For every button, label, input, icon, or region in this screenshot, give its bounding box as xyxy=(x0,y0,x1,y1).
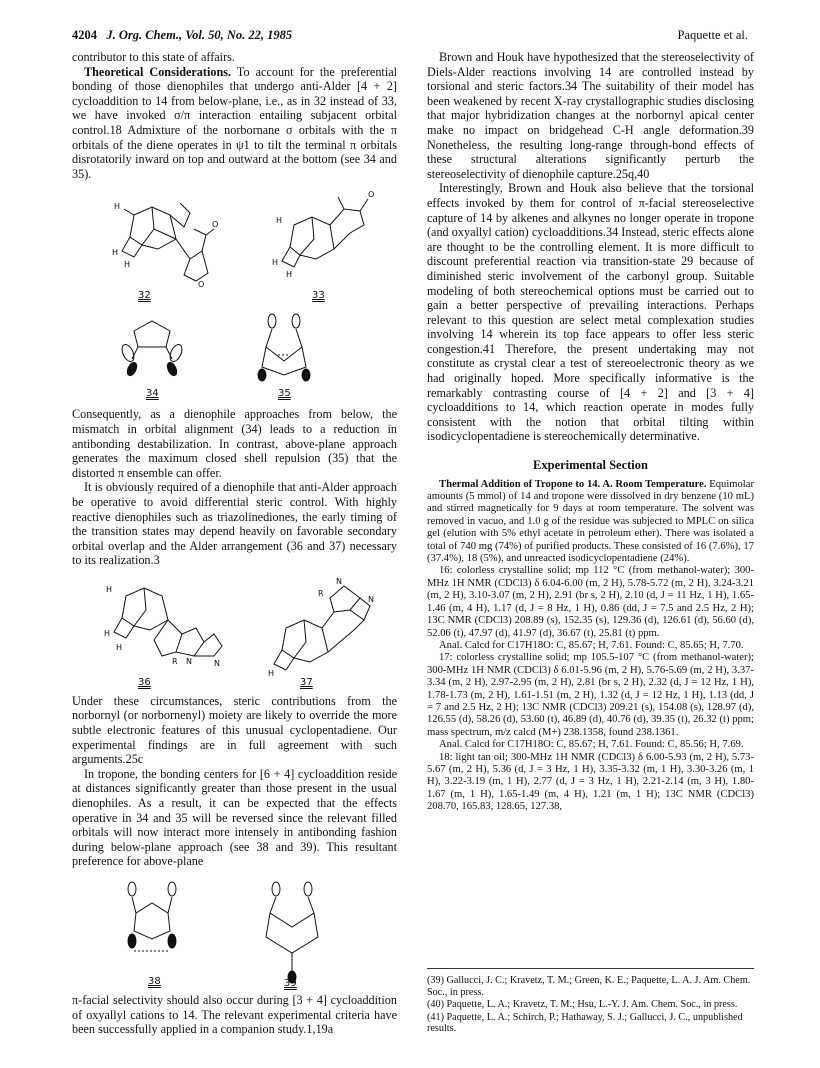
footnotes xyxy=(427,968,754,1036)
svg-text:R: R xyxy=(172,656,178,666)
figure-38-39 xyxy=(72,873,397,989)
svg-text:H: H xyxy=(112,248,119,258)
paragraph: Under these circumstances, steric contributions from the norbornyl (or norbornenyl) moiety are likely to override the more subtle electronic features of this unusual cyclopentadiene. Our experimental findings are in full agreement with such arguments.25c xyxy=(72,693,397,767)
svg-text:N: N xyxy=(186,656,192,666)
paragraph: It is obviously required of a dienophile that anti-Alder approach be operative to avoid differential steric control. With highly reactive dienophiles such as triazolinediones, the early timing of the transition states may depend heavily on favorable secondary orbital overlap and the Alder arrangement (36 and 37) necessary to its realization.3 xyxy=(72,480,397,568)
journal-citation: J. Org. Chem., Vol. 50, No. 22, 1985 xyxy=(106,28,293,42)
paragraph: contributor to this state of affairs. xyxy=(72,50,235,64)
right-column xyxy=(427,50,754,814)
paragraph-theory xyxy=(72,65,397,182)
paragraph: 17: colorless crystalline solid; mp 105.5-107 °C (from methanol-water); 300-MHz 1H NMR (CDCl3) δ 6.01-5.96 (m, 2 H), 5.76-5.69 (m, 2 H), 3.37-3.34 (m, 2 H), 2.97-2.95 (m, 2 H), 2.81 (br s, 2 H), 2.32 (d, J = 12 Hz, 1 H), 1.78-1.73 (m, 2 H), 1.61-1.51 (m, 2 H), 1.32 (d, J = 12 Hz, 1 H), 1.13 (dd, J = 7 and 2.5 Hz, 2 H); 13C NMR (CDCl3) 209.21 (s), 154.08 (s), 128.97 (d), 126.55 (d), 58.26 (d), 53.60 (t), 46.89 (d), 40.76 (d), 39.35 (t), 26.32 (t) ppm; mass spectrum, m/z calcd (M+) 238.1358, found 238.1361. xyxy=(427,652,754,738)
svg-text:H: H xyxy=(106,584,113,594)
svg-text:O: O xyxy=(368,190,375,200)
svg-text:H: H xyxy=(116,642,123,652)
paragraph-experimental xyxy=(427,479,754,566)
svg-text:N: N xyxy=(336,576,342,586)
header-left xyxy=(72,28,292,43)
svg-text:H: H xyxy=(276,216,283,226)
svg-text:O: O xyxy=(212,220,219,230)
fig-label-38: 38 xyxy=(148,976,161,987)
paragraph: Consequently, as a dienophile approaches from below, the mismatch in orbital alignment (34) leads to a reduction in antibonding destabilization. In contrast, above-plane approach generates the maximum closed shell repulsion (35) that the distorted π ensemble can offer. xyxy=(72,407,397,480)
footnote-41: (41) Paquette, L. A.; Schirch, P.; Hathaway, S. J.; Gallucci, J. C., unpublished results. xyxy=(427,1011,743,1035)
svg-text:H: H xyxy=(286,270,293,280)
fig-label-36: 36 xyxy=(138,676,151,688)
svg-text:R: R xyxy=(318,588,324,598)
structure-drawing-32-33 xyxy=(72,185,397,303)
paragraph-text: To account for the preferential bonding of those dienophiles that undergo anti-Alder [4 + 2] cycloaddition to 14 from below-plane, i.e., as in 32 instead of 33, we have invoked σ/π interaction entailing subjacent orbital control.18 Admixture of the norbornane σ orbitals with the π orbitals of the diene operates in ψ1 to tilt the terminal π orbitals disrotatorily inward on top and outward at the bottom (see 34 and 35). xyxy=(72,64,397,181)
page-header xyxy=(72,28,748,46)
svg-text:H: H xyxy=(114,202,121,212)
left-column xyxy=(72,50,397,1037)
svg-text:N: N xyxy=(214,658,220,668)
subheading-room-temperature: Thermal Addition of Tropone to 14. A. Room Temperature. xyxy=(439,478,707,490)
svg-text:H: H xyxy=(272,258,279,268)
svg-text:H: H xyxy=(268,668,275,678)
paragraph: Interestingly, Brown and Houk also believe that the torsional effects invoked by them for control of π-facial stereoselective capture of 14 by alkenes and alkynes no longer operate in tropone (and oxyallyl cation) cycloadditions.34 Instead, steric effects alone are thought to be the controlling element. It is more difficult to discount preferential reaction via transition-state 29 because of diminished steric involvement of the carbonyl group. Suitable modeling of both stereochemical options must be carried out to gain a better perspective of prevailing interactions. Perhaps relevant to this question are select metal complexation studies involving 14 wherein its top face appears to offer less steric congestion.41 Therefore, the present undertaking may not constitute as crystal clear a test of stereoelectronic theory as we had originally hoped. More specifically informative is the remarkably contrasting course of [4 + 2] and [3 + 4] cycloadditions to 14, which reaction operate in modes fully consistent with the notion that orbital tilting within isodicyclopentadiene is stereochemically determinative. xyxy=(427,181,754,444)
running-author: Paquette et al. xyxy=(677,28,748,42)
figure-32-33 xyxy=(72,185,397,303)
paragraph: 16: colorless crystalline solid; mp 112 °C (from methanol-water); 300-MHz 1H NMR (CDCl3) δ 6.04-6.00 (m, 2 H), 5.78-5.72 (m, 2 H), 3.24-3.21 (m, 2 H), 3.10-3.07 (m, 2 H), 2.91 (br s, 2 H), 2.10 (d, J = 11 Hz, 1 H), 1.65-1.46 (m, 4 H), 1.17 (d, J = 8 Hz, 1 H), 0.86 (dd, J = 7.5 and 2.5 Hz, 2 H); 13C NMR (CDCl3) 208.89 (s), 152.35 (s), 129.36 (d), 126.61 (d), 56.60 (d), 52.06 (t), 47.97 (d), 41.97 (d), 36.67 (t), 25.81 (t) ppm. xyxy=(427,565,754,639)
paragraph: Anal. Calcd for C17H18O: C, 85.67; H, 7.61. Found: C, 85.56; H, 7.69. xyxy=(439,739,744,751)
footnote-40: (40) Paquette, L. A.; Kravetz, T. M.; Hsu, L.-Y. J. Am. Chem. Soc., in press. xyxy=(427,999,738,1011)
section-heading-experimental: Experimental Section xyxy=(533,458,648,473)
svg-text:H: H xyxy=(124,260,131,270)
svg-text:N: N xyxy=(368,594,374,604)
fig-label-32: 32 xyxy=(138,290,151,302)
fig-label-39: 39 xyxy=(284,978,297,989)
figure-34-35 xyxy=(72,307,397,403)
paragraph: Brown and Houk have hypothesized that the stereoselectivity of Diels-Alder reactions involving 14 are controlled instead by torsional and steric factors.34 The suitability of their model has been weakened by recent X-ray crystallographic studies disclosing that major hybridization changes at the norbornyl apical center make no impact on bridgehead C-H angle deformation.39 Nonetheless, the resulting long-range through-bond effects of these structural alterations significantly perturb the stereoselectivity of dienophile capture.25q,40 xyxy=(427,50,754,181)
orbital-drawing-34-35 xyxy=(72,307,397,403)
paragraph: In tropone, the bonding centers for [6 + 4] cycloaddition reside at distances significantly greater than those present in the usual dienophiles. As a result, it can be expected that the effects operative in 34 and 35 will be reversed since the relevant filled orbitals will now interact more intensely in antibonding fashion during below-plane approach (see 38 and 39). This resultant preference for above-plane xyxy=(72,766,397,869)
experimental-text xyxy=(427,479,754,814)
section-heading-theory: Theoretical Considerations. xyxy=(84,64,232,79)
orbital-drawing-38-39 xyxy=(72,873,397,989)
paragraph-text: Equimolar amounts (5 mmol) of 14 and tropone were dissolved in dry benzene (10 mL) and stirred magnetically for 9 days at room temperature. The solvent was removed in vacuo, and 1.0 g of the residue was subjected to MPLC on silica gel (elution with 5% ethyl acetate in petroleum ether). There was isolated a total of 740 mg (74%) of purified products. These consisted of 16 (7.6%), 17 (37.4%), 18 (5%), and unreacted isodicyclopentadiene (24%). xyxy=(427,478,754,565)
fig-label-35: 35 xyxy=(278,388,291,400)
svg-text:O: O xyxy=(198,280,205,290)
fig-label-37: 37 xyxy=(300,676,313,688)
svg-text:H: H xyxy=(104,628,111,638)
paragraph: 18: light tan oil; 300-MHz 1H NMR (CDCl3) δ 6.00-5.93 (m, 2 H), 5.73-5.67 (m, 2 H), 5.36 (d, J = 3 Hz, 1 H), 3.35-3.32 (m, 1 H), 3.30-3.26 (m, 1 H), 3.22-3.19 (m, 1 H), 2.77 (d, J = 3 Hz, 1 H), 2.21-2.14 (m, 3 H), 1.80-1.67 (m, 1 H), 1.65-1.49 (m, 4 H), 1.21 (m, 1 H); 13C NMR (CDCl3) 208.70, 165.83, 128.65, 127.38, xyxy=(427,751,754,813)
paragraph: π-facial selectivity should also occur during [3 + 4] cycloaddition of oxyallyl cations to 14. The relevant experimental criteria have been successfully applied in a companion study.1,19a xyxy=(72,993,397,1037)
fig-label-34: 34 xyxy=(146,388,159,400)
footnote-39: (39) Gallucci, J. C.; Kravetz, T. M.; Green, K. E.; Paquette, L. A. J. Am. Chem. Soc., in press. xyxy=(427,975,751,998)
structure-drawing-36-37 xyxy=(72,572,397,690)
paragraph: Anal. Calcd for C17H18O: C, 85.67; H, 7.61. Found: C, 85.65; H, 7.70. xyxy=(439,639,744,651)
figure-36-37 xyxy=(72,572,397,690)
fig-label-33: 33 xyxy=(312,290,325,302)
page-number: 4204 xyxy=(72,28,97,42)
